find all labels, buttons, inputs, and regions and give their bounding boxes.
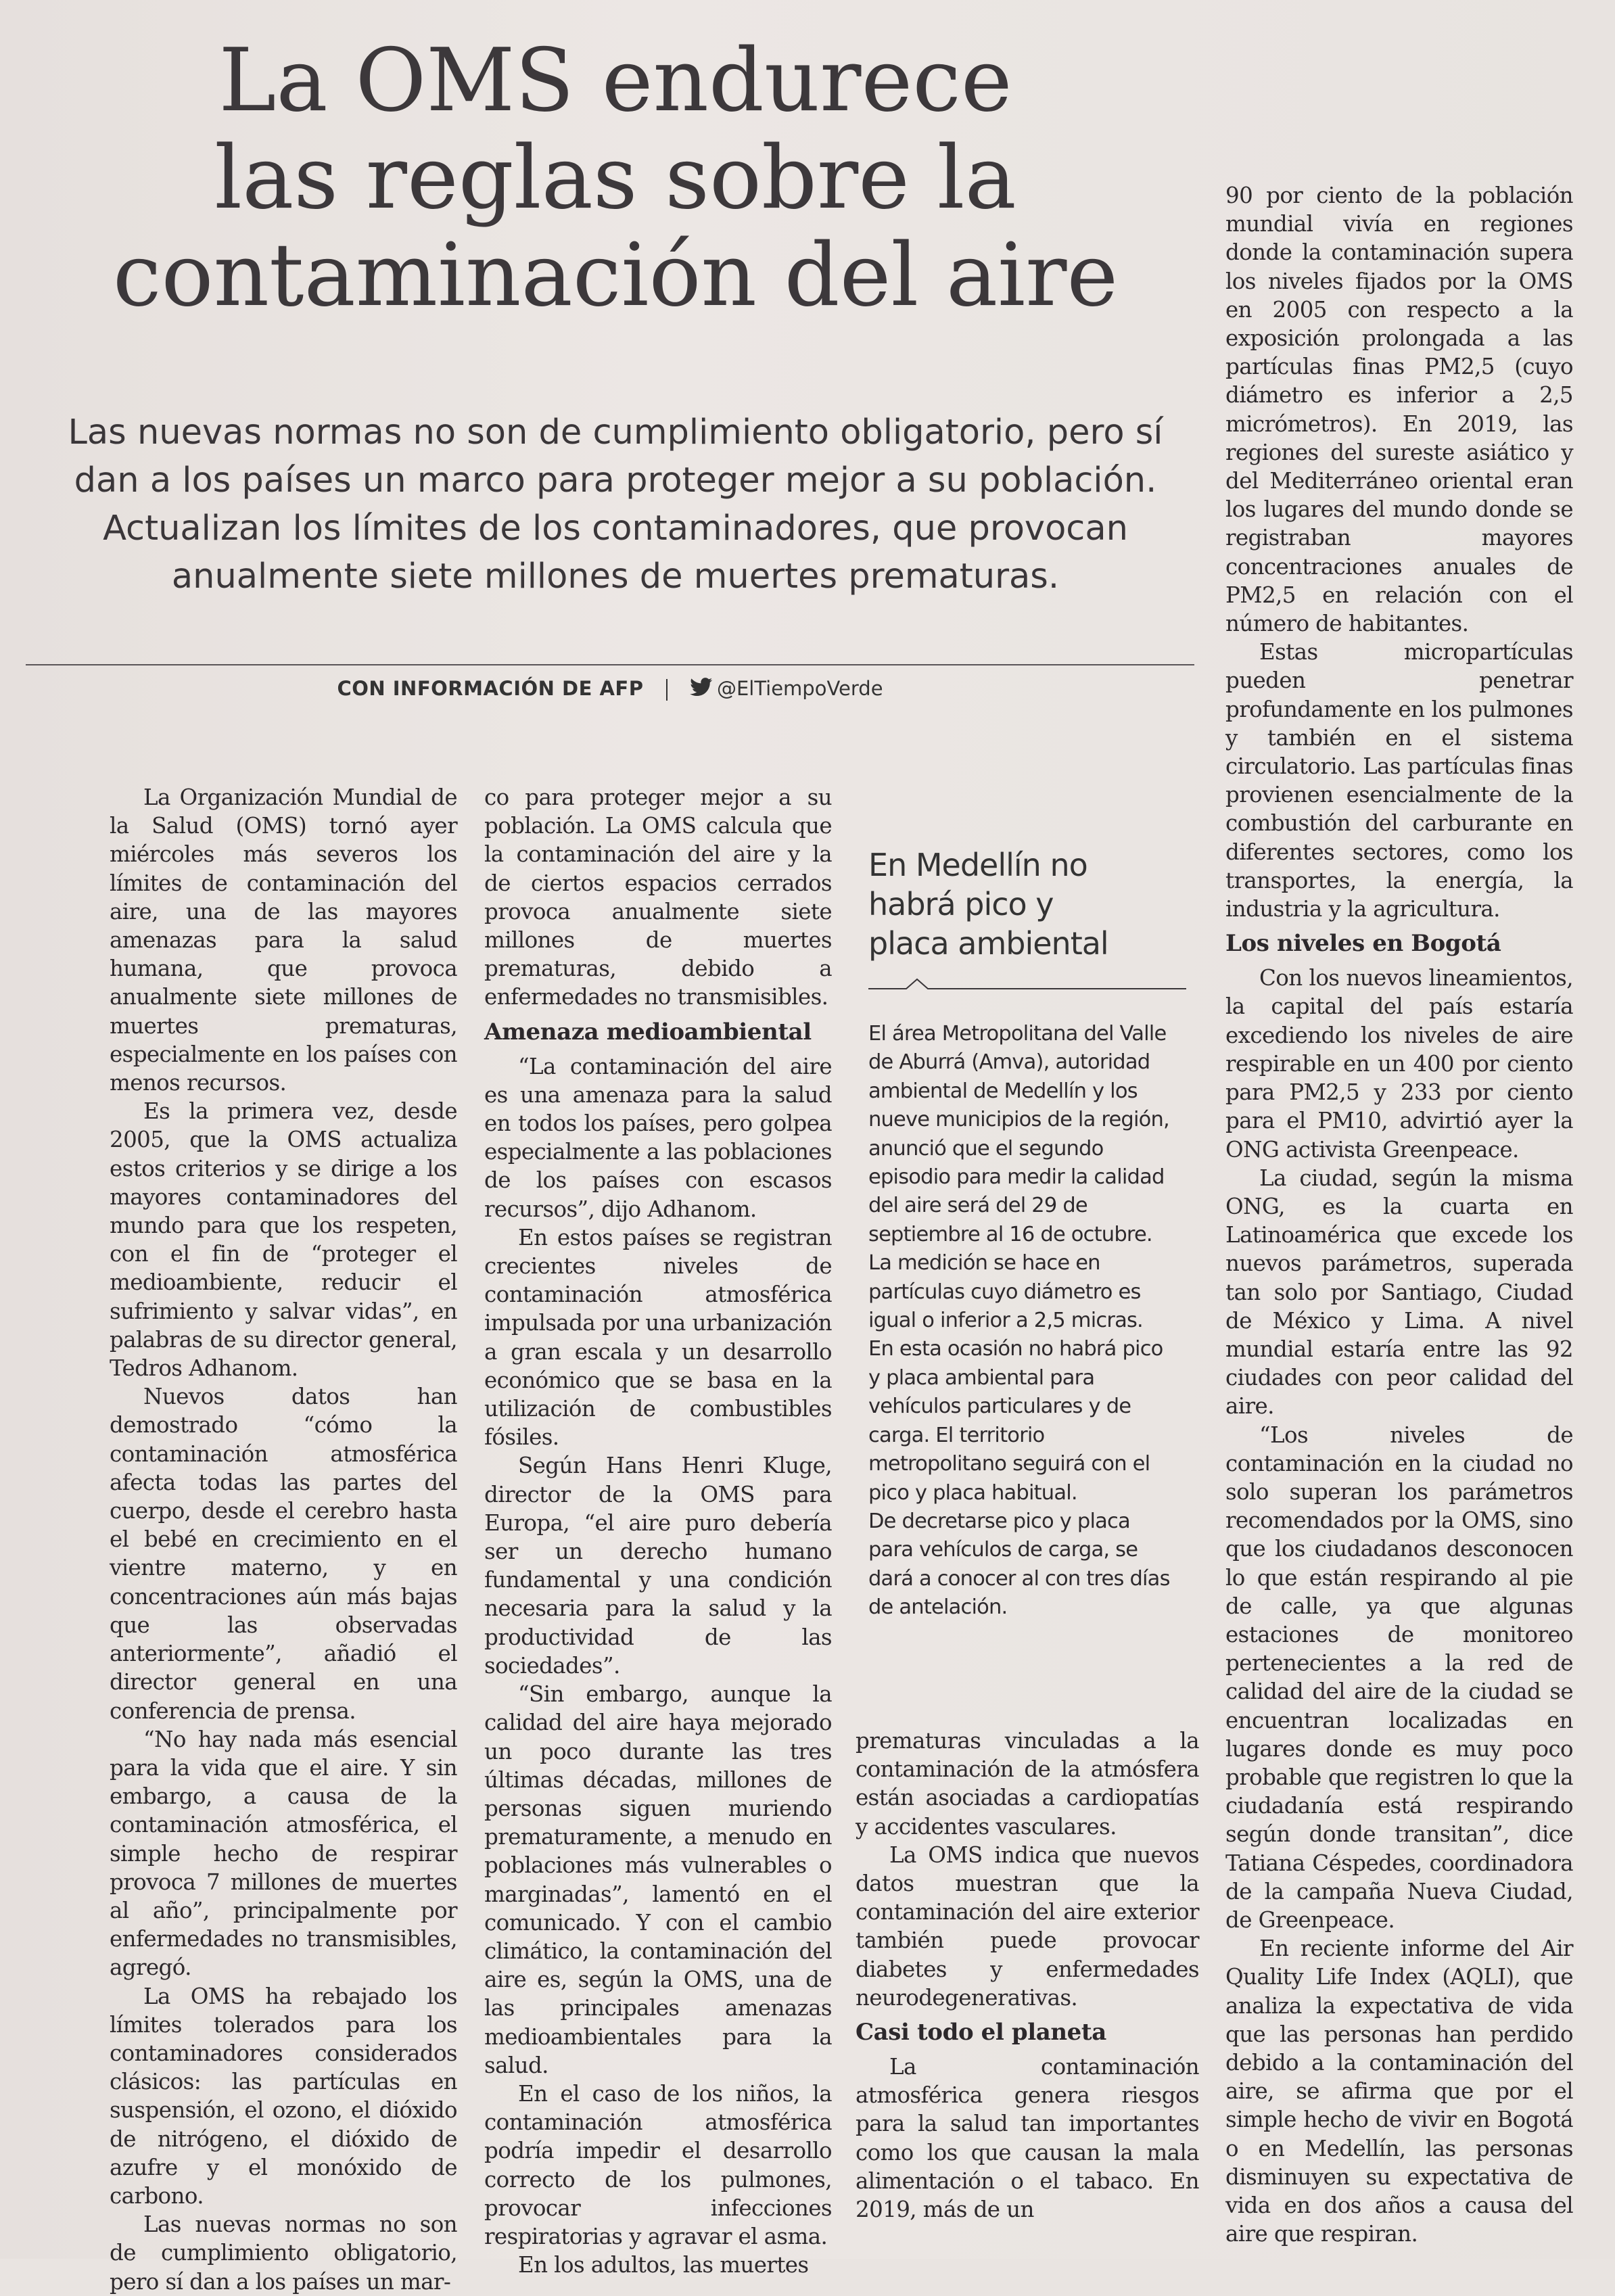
subhead-amenaza: Amenaza medioambiental (484, 1018, 812, 1046)
column-4 (1225, 181, 1573, 2248)
box-line: de antelación. (868, 1595, 1008, 1620)
paragraph: Con los nuevos lineamientos, la capital del país estaría excediendo los niveles de aire respirable en un 400 por ciento para PM2,5 y 233 por ciento para el PM10, advirtió ayer la ONG activista Greenpeace. (1225, 965, 1573, 1163)
box-line: del aire será del 29 de (868, 1194, 1087, 1218)
twitter-bird-icon (690, 676, 713, 703)
paragraph: En estos países se registran crecientes niveles de contaminación atmosférica impulsada por una urbanización a gran escala y un desarrollo económico que se basa en la utilización de combustibles fósiles. (484, 1224, 832, 1451)
headline-line-3: contaminación del aire (112, 225, 1119, 326)
byline (26, 675, 1194, 702)
paragraph: “Los niveles de contaminación en la ciudad no solo superan los parámetros recomendados por la OMS, sino que los ciudadanos desconocen lo que están respirando al pie de calle, ya que algunas estaciones de monitoreo pertenecientes a la red de calidad del aire de la ciudad se encuentran localizadas en lugares donde es muy poco probable que registren lo que la ciudadanía está respirando según donde transitan”, dice Tatiana Céspedes, coordinadora de la campaña Nueva Ciudad, de Greenpeace. (1225, 1422, 1573, 1933)
article-deck (20, 408, 1211, 601)
paragraph: En el caso de los niños, la contaminación atmosférica podría impedir el desarrollo correcto de los pulmones, provocar infecciones respiratorias y agravar el asma. (484, 2080, 832, 2249)
paragraph: Según Hans Henri Kluge, director de la OMS para Europa, “el aire puro debería ser un derecho humano fundamental y una condición necesaria para la salud y la productividad de las sociedades”. (484, 1453, 832, 1679)
box-line: carga. El territorio (868, 1423, 1045, 1447)
byline-separator (666, 679, 668, 701)
box-line: episodio para medir la calidad (868, 1165, 1165, 1190)
sidebar-box-rule (868, 967, 1186, 994)
box-line: El área Metropolitana del Valle (868, 1022, 1167, 1046)
box-line: pico y placa habitual. (868, 1480, 1077, 1505)
paragraph: La ciudad, según la misma ONG, es la cuarta en Latinoamérica que excede los nuevos parámetros, superada tan solo por Santiago, Ciudad de México y Lima. A nivel mundial estaría entre las 92 ciudades con peor calidad del aire. (1225, 1165, 1573, 1420)
paragraph: La OMS indica que nuevos datos muestran que la contaminación del aire exterior también puede provocar diabetes y enfermedades neurodegenerativas. (856, 1842, 1199, 2011)
paragraph: La OMS ha rebajado los límites tolerados para los contaminadores considerados clásicos: las partículas en suspensión, el ozono, el dióxido de nitrógeno, el dióxido de azufre y el monóxido de carbono. (110, 1983, 457, 2209)
box-line: De decretarse pico y placa (868, 1509, 1130, 1533)
subhead-casi-todo: Casi todo el planeta (856, 2019, 1106, 2046)
paragraph: Es la primera vez, desde 2005, que la OMS actualiza estos criterios y se dirige a los mayores contaminadores del mundo para que los respeten, con el fin de “proteger el medioambiente, reducir el sufrimiento y salvar vidas”, en palabras de su director general, Tedros Adhanom. (110, 1098, 457, 1382)
column-1 (110, 783, 457, 2296)
paragraph: La contaminación atmosférica genera riesgos para la salud tan importantes como los que causan la mala alimentación o el tabaco. En 2019, más de un (856, 2054, 1199, 2223)
deck-line-2: dan a los países un marco para proteger mejor a su población. (74, 461, 1157, 500)
box-line: igual o inferior a 2,5 micras. (868, 1309, 1143, 1333)
paragraph: Nuevos datos han demostrado “cómo la contaminación atmosférica afecta todas las partes del cuerpo, desde el cerebro hasta el bebé en crecimiento en el vientre materno, y en concentraciones aún más bajas que las observadas anteriormente”, añadió el director general en una conferencia de prensa. (110, 1384, 457, 1724)
paragraph: La Organización Mundial de la Salud (OMS) tornó ayer miércoles más severos los límites de contaminación del aire, una de las mayores amenazas para la salud humana, que provoca anualmente siete millones de muertes prematuras, especialmente en los países con menos recursos. (110, 784, 457, 1096)
headline-line-2: las reglas sobre la (214, 128, 1016, 229)
deck-line-3: Actualizan los límites de los contaminadores, que provocan (103, 509, 1128, 548)
box-line: nueve municipios de la región, (868, 1108, 1169, 1132)
column-2 (484, 783, 832, 2279)
sidebar-box-text (868, 1020, 1193, 1622)
box-line: ambiental de Medellín y los (868, 1079, 1138, 1103)
deck-line-1: Las nuevas normas no son de cumplimiento obligatorio, pero sí (68, 413, 1163, 452)
sidebar-box-title (868, 845, 1193, 963)
box-line: anunció que el segundo (868, 1136, 1104, 1161)
box-line: dará a conocer al con tres días (868, 1566, 1170, 1591)
box-title-line-3: placa ambiental (868, 925, 1108, 962)
box-line: septiembre al 16 de octubre. (868, 1222, 1152, 1246)
paragraph: “No hay nada más esencial para la vida que el aire. Y sin embargo, a causa de la contaminación atmosférica, el simple hecho de respirar provoca 7 millones de muertes al año”, principalmente por enfermedades no transmisibles, agregó. (110, 1726, 457, 1981)
column-3 (856, 1727, 1199, 2224)
box-line: para vehículos de carga, se (868, 1538, 1138, 1562)
headline-line-1: La OMS endurece (218, 30, 1012, 131)
box-line: vehículos particulares y de (868, 1395, 1131, 1419)
subhead-bogota: Los niveles en Bogotá (1225, 930, 1501, 958)
paragraph: co para proteger mejor a su población. La OMS calcula que la contaminación del aire y la de ciertos espacios cerrados provoca anualmente siete millones de muertes prematuras, debido a enfermedades no transmisibles. (484, 784, 832, 1010)
deck-divider (26, 664, 1194, 665)
paragraph: En reciente informe del Air Quality Life Index (AQLI), que analiza la expectativa de vida que las personas han perdido debido a la contaminación del aire, se afirma que por el simple hecho de vivir en Bogotá o en Medellín, las personas disminuyen su expectativa de vida en dos años a causa del aire que respiran. (1225, 1936, 1573, 2247)
article-headline (27, 32, 1204, 325)
paragraph: En los adultos, las muertes (518, 2252, 809, 2278)
paragraph: Estas micropartículas pueden penetrar profundamente en los pulmones y también en el sistema circulatorio. Las partículas finas provienen esencialmente de la combustión del carburante en diferentes sectores, como los transportes, la energía, la industria y la agricultura. (1225, 639, 1573, 922)
box-title-line-1: En Medellín no (868, 847, 1087, 883)
box-line: La medición se hace en (868, 1251, 1100, 1275)
twitter-handle: @ElTiempoVerde (716, 677, 883, 700)
byline-credit: CON INFORMACIÓN DE AFP (337, 677, 644, 700)
paragraph: prematuras vinculadas a la contaminación de la atmósfera están asociadas a cardiopatías y accidentes vasculares. (856, 1728, 1199, 1840)
box-line: En esta ocasión no habrá pico (868, 1337, 1163, 1361)
box-line: y placa ambiental para (868, 1365, 1095, 1390)
paragraph: 90 por ciento de la población mundial vivía en regiones donde la contaminación supera los niveles fijados por la OMS en 2005 con respecto a la exposición prolongada a las partículas finas PM2,5 (cuyo diámetro es inferior a 2,5 micrómetros). En 2019, las regiones del sureste asiático y del Mediterráneo oriental eran los lugares del mundo donde se registraban mayores concentraciones anuales de PM2,5 en relación con el número de habitantes. (1225, 183, 1573, 637)
box-line: metropolitano seguirá con el (868, 1452, 1150, 1476)
paragraph: “Sin embargo, aunque la calidad del aire haya mejorado un poco durante las tres últimas décadas, millones de personas siguen muriendo prematuramente, a menudo en poblaciones más vulnerables o marginadas”, lamentó en el comunicado. Y con el cambio climático, la contaminación del aire es, según la OMS, una de las principales amenazas medioambientales para la salud. (484, 1681, 832, 2078)
deck-line-4: anualmente siete millones de muertes prematuras. (171, 557, 1060, 596)
box-line: de Aburrá (Amva), autoridad (868, 1050, 1150, 1075)
box-title-line-2: habrá pico y (868, 886, 1054, 922)
paragraph: “La contaminación del aire es una amenaza para la salud en todos los países, pero golpea especialmente a las poblaciones de los países con escasos recursos”, dijo Adhanom. (484, 1053, 832, 1222)
paragraph: Las nuevas normas no son de cumplimiento obligatorio, pero sí dan a los países un mar- (110, 2211, 457, 2295)
box-line: partículas cuyo diámetro es (868, 1280, 1141, 1304)
